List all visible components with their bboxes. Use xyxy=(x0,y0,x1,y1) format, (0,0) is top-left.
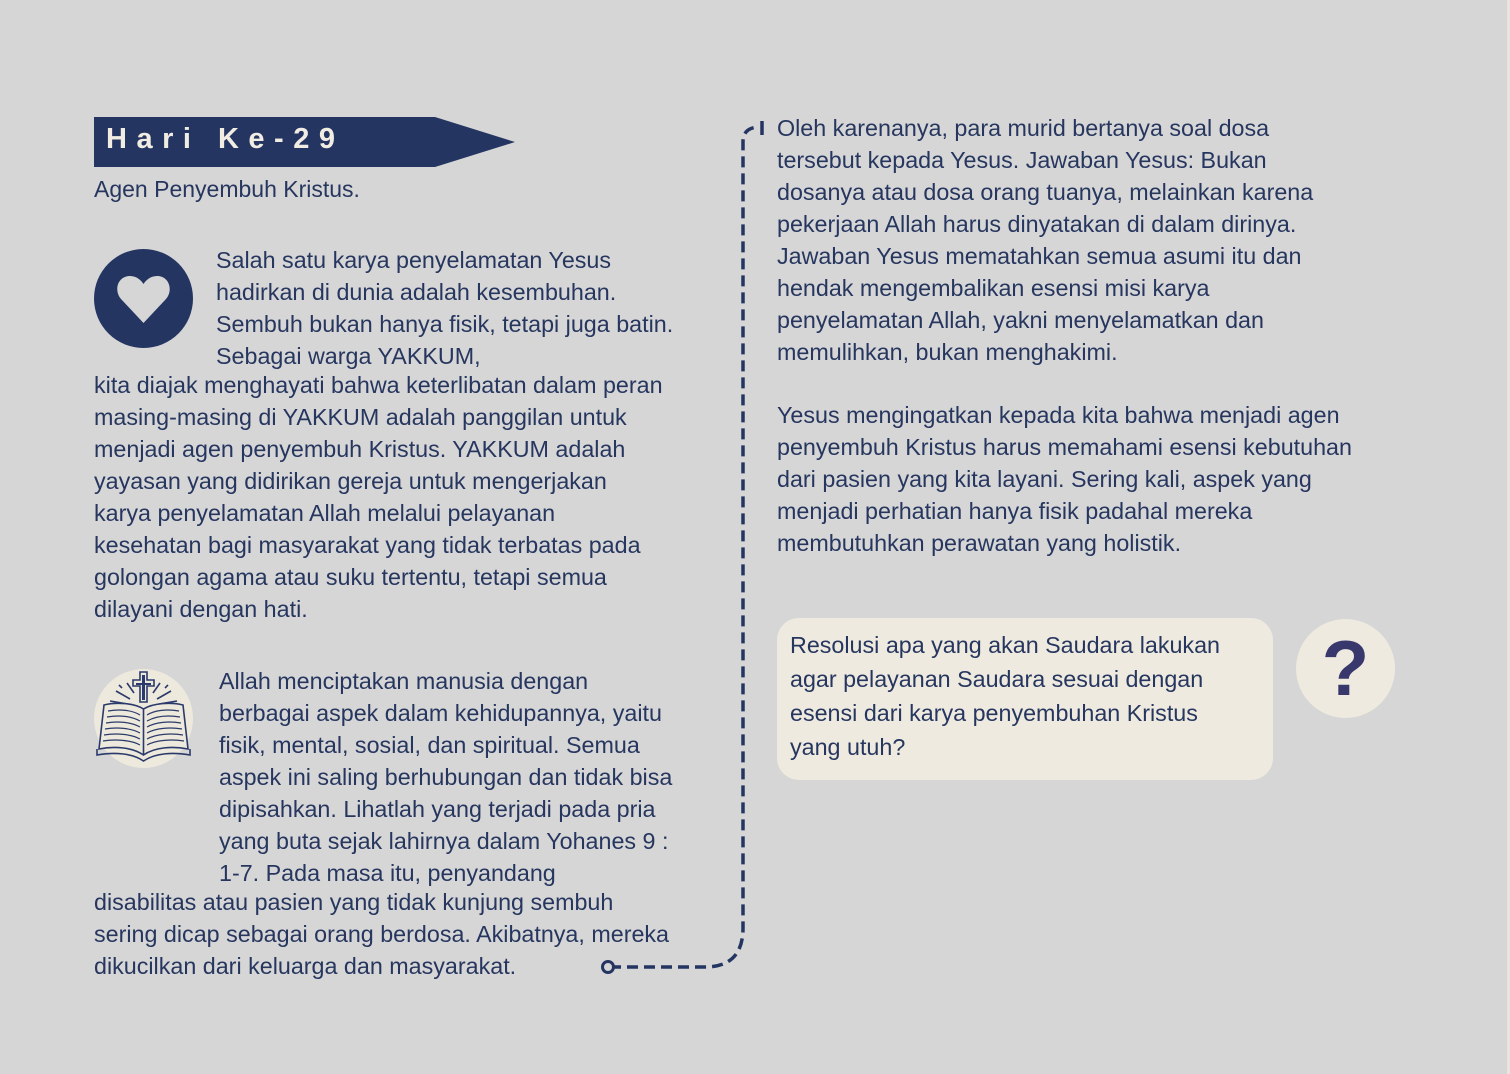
paragraph-4-line: penyembuh Kristus harus memahami esensi kebutuhan xyxy=(777,434,1352,460)
paragraph-4-line: dari pasien yang kita layani. Sering kali, aspek yang xyxy=(777,466,1312,492)
paragraph-4-line: menjadi perhatian hanya fisik padahal mereka xyxy=(777,498,1253,524)
paragraph-2-line: berbagai aspek dalam kehidupannya, yaitu xyxy=(219,700,662,726)
paragraph-1-line: kita diajak menghayati bahwa keterlibatan dalam peran xyxy=(94,372,663,398)
question-line: agar pelayanan Saudara sesuai dengan xyxy=(790,666,1204,692)
paragraph-2-line: aspek ini saling berhubungan dan tidak bisa xyxy=(219,764,673,790)
paragraph-2-line: Allah menciptakan manusia dengan xyxy=(219,668,589,694)
paragraph-1-line: golongan agama atau suku tertentu, tetapi semua xyxy=(94,564,607,590)
paragraph-2-line: sering dicap sebagai orang berdosa. Akibatnya, mereka xyxy=(94,921,670,947)
paragraph-2-line: dipisahkan. Lihatlah yang terjadi pada pria xyxy=(219,796,656,822)
paragraph-3-line: tersebut kepada Yesus. Jawaban Yesus: Bukan xyxy=(777,147,1267,173)
paragraph-1-line: Sebagai warga YAKKUM, xyxy=(216,343,481,369)
paragraph-4-line: Yesus mengingatkan kepada kita bahwa menjadi agen xyxy=(777,402,1340,428)
paragraph-2-line: disabilitas atau pasien yang tidak kunjung sembuh xyxy=(94,889,614,915)
paragraph-3-line: pekerjaan Allah harus dinyatakan di dalam dirinya. xyxy=(777,211,1297,237)
question-line: yang utuh? xyxy=(790,734,906,760)
paragraph-1-line: Sembuh bukan hanya fisik, tetapi juga batin. xyxy=(216,311,674,337)
paragraph-1-line: kesehatan bagi masyarakat yang tidak terbatas pada xyxy=(94,532,641,558)
heart-icon xyxy=(94,249,193,348)
paragraph-2-line: yang buta sejak lahirnya dalam Yohanes 9 : xyxy=(219,828,669,854)
paragraph-3-line: Oleh karenanya, para murid bertanya soal dosa xyxy=(777,115,1270,141)
devotion-subtitle: Agen Penyembuh Kristus. xyxy=(94,176,360,202)
paragraph-1-line: hadirkan di dunia adalah kesembuhan. xyxy=(216,279,617,305)
dashed-connector-line xyxy=(590,110,770,980)
paragraph-1-line: yayasan yang didirikan gereja untuk mengerjakan xyxy=(94,468,607,494)
paragraph-1-line: dilayani dengan hati. xyxy=(94,596,308,622)
paragraph-2-line: 1-7. Pada masa itu, penyandang xyxy=(219,860,556,886)
paragraph-1-line: menjadi agen penyembuh Kristus. YAKKUM adalah xyxy=(94,436,626,462)
paragraph-3-line: hendak mengembalikan esensi misi karya xyxy=(777,275,1210,301)
paragraph-2-line: fisik, mental, sosial, dan spiritual. Semua xyxy=(219,732,640,758)
question-line: esensi dari karya penyembuhan Kristus xyxy=(790,700,1198,726)
paragraph-3-line: penyelamatan Allah, yakni menyelamatkan dan xyxy=(777,307,1264,333)
question-mark-glyph: ? xyxy=(1321,624,1370,712)
bible-cross-icon xyxy=(94,669,193,768)
paragraph-3-line: dosanya atau dosa orang tuanya, melainkan karena xyxy=(777,179,1314,205)
day-title: Hari Ke-29 xyxy=(106,123,345,155)
question-mark-icon xyxy=(1296,619,1395,718)
paragraph-3-line: memulihkan, bukan menghakimi. xyxy=(777,339,1118,365)
paragraph-1-line: Salah satu karya penyelamatan Yesus xyxy=(216,247,612,273)
paragraph-3-line: Jawaban Yesus mematahkan semua asumi itu dan xyxy=(777,243,1302,269)
paragraph-4-line: membutuhkan perawatan yang holistik. xyxy=(777,530,1182,556)
paragraph-2-line: dikucilkan dari keluarga dan masyarakat. xyxy=(94,953,517,979)
reflection-question-card xyxy=(777,618,1273,780)
paragraph-1-line: masing-masing di YAKKUM adalah panggilan untuk xyxy=(94,404,627,430)
paragraph-1-line: karya penyelamatan Allah melalui pelayanan xyxy=(94,500,556,526)
question-line: Resolusi apa yang akan Saudara lakukan xyxy=(790,632,1220,658)
day-banner xyxy=(94,117,515,167)
